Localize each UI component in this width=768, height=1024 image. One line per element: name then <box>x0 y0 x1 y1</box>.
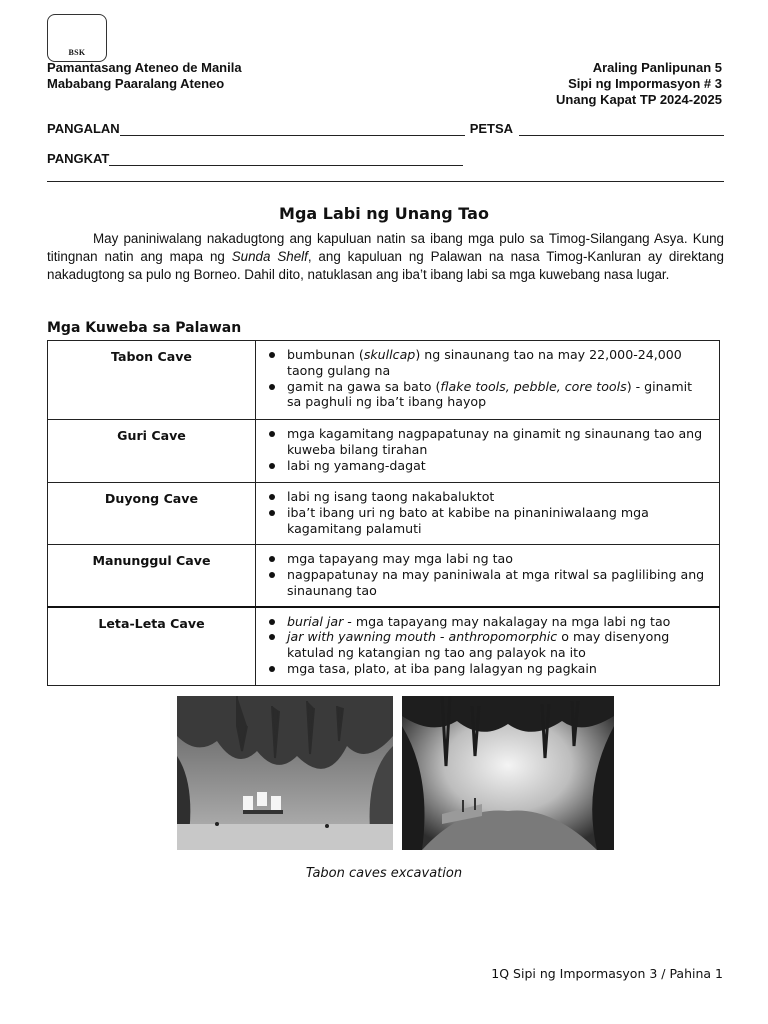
list-item: jar with yawning mouth - anthropomorphic o may disenyong katulad ng katangian ng tao ang palayok na ito <box>266 629 709 661</box>
cave-description <box>256 341 720 420</box>
name-blank[interactable] <box>120 123 465 136</box>
table-row <box>48 545 720 607</box>
cave-name: Tabon Cave <box>48 341 256 420</box>
intro-paragraph <box>47 230 724 285</box>
cave-name: Guri Cave <box>48 420 256 483</box>
cave-name: Leta-Leta Cave <box>48 607 256 686</box>
table-row <box>48 607 720 686</box>
cave-name: Duyong Cave <box>48 483 256 545</box>
section-label: PANGKAT <box>47 151 110 166</box>
name-label: PANGALAN <box>47 121 120 136</box>
intro-text-1: May paniniwalang nakadugtong ang kapuluan natin sa ibang mga pulo sa Timog-Silangang Asya. Kung titingnan natin ang mapa ng <box>47 231 724 265</box>
cave-name: Manunggul Cave <box>48 545 256 607</box>
list-item: burial jar - mga tapayang may nakalagay na mga labi ng tao <box>266 614 709 630</box>
cave-description <box>256 420 720 483</box>
divider-line <box>47 181 724 182</box>
table-row <box>48 341 720 420</box>
table-row <box>48 420 720 483</box>
intro-italic: Sunda Shelf <box>231 249 308 265</box>
header-right <box>556 60 722 108</box>
caves-table <box>47 340 720 686</box>
name-date-row <box>47 121 724 136</box>
cave-photo-entrance <box>177 696 393 850</box>
list-item: labi ng isang taong nakabaluktot <box>266 489 709 505</box>
page-footer: 1Q Sipi ng Impormasyon 3 / Pahina 1 <box>491 966 723 981</box>
list-item: gamit na gawa sa bato (flake tools, pebble, core tools) - ginamit sa paghuli ng iba’t ibang hayop <box>266 379 709 411</box>
photo-caption: Tabon caves excavation <box>305 866 463 881</box>
section-blank[interactable] <box>109 153 463 166</box>
date-blank[interactable] <box>519 123 724 136</box>
list-item: mga kagamitang nagpapatunay na ginamit ng sinaunang tao ang kuweba bilang tirahan <box>266 426 709 458</box>
cave-photo-interior <box>402 696 614 850</box>
handout-number: Sipi ng Impormasyon # 3 <box>568 76 722 91</box>
page-title: Mga Labi ng Unang Tao <box>279 204 489 223</box>
list-item: mga tapayang may mga labi ng tao <box>266 551 709 567</box>
date-label: PETSA <box>469 121 514 136</box>
section-title: Mga Kuweba sa Palawan <box>47 320 242 336</box>
logo-text: BSK <box>68 48 86 57</box>
list-item: nagpapatunay na may paniniwala at mga ritwal sa paglilibing ang sinaunang tao <box>266 567 709 599</box>
list-item: iba’t ibang uri ng bato at kabibe na pinaniniwalaang mga kagamitang palamuti <box>266 505 709 537</box>
section-row <box>47 151 724 166</box>
intro-text-2: , ang kapuluan ng Palawan na nasa Timog-Kanluran ay direktang nakadugtong sa pulo ng Borneo. Dahil dito, natuklasan ang iba’t ibang labi sa mga kuwebang nasa lugar. <box>47 249 724 283</box>
school-name: Pamantasang Ateneo de Manila <box>47 60 242 75</box>
list-item: labi ng yamang-dagat <box>266 458 709 474</box>
cave-description <box>256 483 720 545</box>
header-left <box>47 60 242 92</box>
list-item: mga tasa, plato, at iba pang lalagyan ng pagkain <box>266 661 709 677</box>
list-item: bumbunan (skullcap) ng sinaunang tao na may 22,000-24,000 taong gulang na <box>266 347 709 379</box>
subject: Araling Panlipunan 5 <box>592 60 722 75</box>
cave-description <box>256 607 720 686</box>
table-row <box>48 483 720 545</box>
school-unit: Mababang Paaralang Ateneo <box>47 76 225 91</box>
quarter-year: Unang Kapat TP 2024-2025 <box>556 92 722 107</box>
cave-description <box>256 545 720 607</box>
school-logo <box>47 14 107 62</box>
